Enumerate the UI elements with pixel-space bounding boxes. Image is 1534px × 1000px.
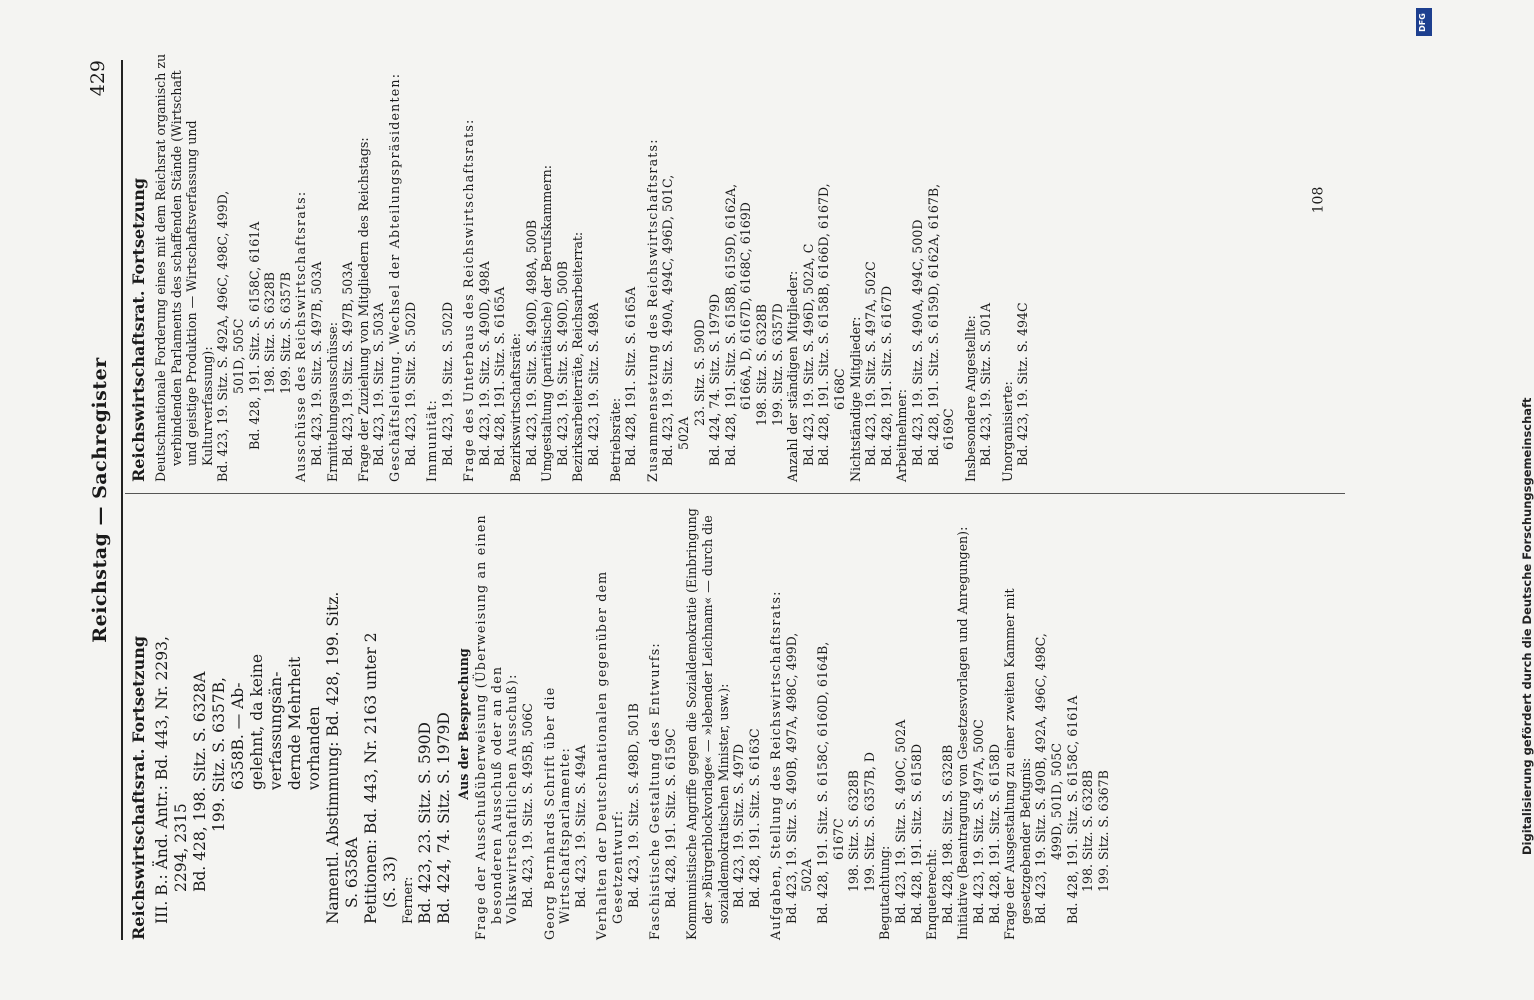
entry-heading: Reichswirtschaftsrat. Fortsetzung (129, 635, 148, 940)
index-line: Bd. 428, 191. Sitz. S. 6158C, 6160D, 6164B, (815, 641, 831, 924)
page-header (85, 60, 119, 940)
index-line: 198. Sitz. S. 6328B (846, 770, 862, 892)
index-line: Bd. 428, 191. Sitz. S. 6158D (986, 743, 1002, 924)
index-line: Bd. 423, 19. Sitz. S. 494C (1015, 302, 1031, 466)
index-line: Bd. 424, 74. Sitz. S. 1979D (707, 293, 723, 466)
index-line: Initiative (Beantragung von Gesetzesvorlagen und Anregungen): (955, 526, 971, 940)
index-line: Bd. 423, 19. Sitz. S. 490B, 497A, 498C, 499D, (783, 632, 799, 924)
index-line: Bd. 423, 19. Sitz. S. 496D, 502A, C (800, 243, 816, 466)
index-line: III. B.: Änd. Antr.: Bd. 443, Nr. 2293, (153, 636, 171, 924)
index-line: Enqueterecht: (924, 848, 940, 940)
index-line: 198. Sitz. S. 6328B (753, 304, 769, 426)
index-line: 502A (676, 416, 691, 450)
index-line: Bezirkswirtschaftsräte: (508, 333, 524, 482)
index-line: Arbeitnehmer: (894, 388, 910, 482)
index-line: Bd. 428, 191. Sitz. S. 6159D, 6162A, 6167B, (925, 183, 941, 466)
index-line: Bd. 423, 19. Sitz. S. 490D, 498A (476, 261, 492, 466)
index-line: Insbesondere Angestellte: (962, 315, 978, 482)
index-line: S. 6358A (343, 837, 361, 908)
index-line: Bd. 423, 19. Sitz. S. 502D (439, 301, 455, 466)
index-line: 198. Sitz. S. 6328B (1080, 770, 1096, 892)
entry-heading: Reichswirtschaftsrat. Fortsetzung (129, 177, 148, 482)
index-line: Bd. 428, 191. Sitz. S. 6158D (908, 743, 924, 924)
index-line: (S. 33) (381, 856, 399, 908)
index-line: Frage des Unterbaus des Reichswirtschaftsrats: (461, 118, 477, 482)
index-line: Bd. 428, 191. Sitz. S. 6165A (623, 286, 639, 466)
index-line: 23. Sitz. S. 590D (691, 319, 707, 426)
index-line: Bd. 428, 191. Sitz. S. 6165A (492, 286, 508, 466)
index-line: 502A (799, 858, 815, 892)
index-line: 199. Sitz. S. 6357D (769, 303, 785, 426)
index-line: Faschistische Gestaltung des Entwurfs: (647, 642, 663, 940)
index-line: Bd. 423, 19. Sitz. S. 490B, 492A, 496C, 498C, (1033, 633, 1049, 924)
index-line: Bd. 423, 19. Sitz. S. 497A, 500C (971, 719, 986, 924)
index-line: 199. Sitz. S. 6357B, (210, 677, 228, 832)
index-line: Bd. 423, 19. Sitz. S. 490D, 500B (554, 261, 570, 466)
index-line: 6167C (830, 818, 846, 860)
index-line: Namentl. Abstimmung: Bd. 428, 199. Sitz. (324, 591, 342, 924)
index-line: 6358B. — Ab- (229, 682, 247, 790)
index-line: Bezirksarbeiterräte, Reichsarbeiterrat: (570, 231, 586, 482)
page-number: 429 (87, 60, 109, 97)
index-line: Frage der Ausschußüberweisung (Überweisung an einen besonderen Ausschuß oder an den Volkswirtschaftlichen Ausschuß): (473, 514, 520, 940)
column-separator (125, 493, 1345, 494)
index-line: Bd. 423, 19. Sitz. S. 497B, 503A (308, 261, 324, 466)
index-line: Immunität: (424, 399, 440, 482)
index-line: Verhalten der Deutschnationalen gegenüber dem Gesetzentwurf: (594, 570, 625, 940)
index-line: Bd. 423, 19. Sitz. S. 502D (402, 301, 418, 466)
index-line: 499D, 501D, 505C (1048, 742, 1064, 860)
index-line: Deutschnationale Forderung eines mit dem Reichsrat organisch zu verbindenden Parlaments des schaffenden Stände (Wirtschaft und geistige Produktion — Wirtschaftsverfassung und Kulturverfassung): (153, 53, 215, 482)
index-line: Bd. 423, 19. Sitz. S. 501A (978, 302, 994, 466)
index-line: Betriebsräte: (607, 397, 623, 482)
index-line: Bd. 423, 19. Sitz. S. 498A (586, 302, 602, 466)
index-line: Ausschüsse des Reichswirtschaftsrats: (293, 190, 309, 482)
index-line: Umgestaltung (paritätische) der Berufskammern: (539, 164, 555, 482)
right-column (129, 50, 1031, 482)
index-line: vorhanden (305, 706, 323, 790)
index-line: Bd. 428, 191. Sitz. S. 6158C, 6161A (1064, 695, 1080, 924)
index-line: 6168C (831, 368, 847, 410)
index-line: 2294, 2315 (172, 803, 190, 892)
index-line: Bd. 428, 191. Sitz. S. 6163C (746, 728, 762, 908)
index-line: Georg Bernhards Schrift über die Wirtschaftsparlamente: (541, 686, 573, 940)
dfg-logo-icon: DFG (1416, 8, 1432, 36)
index-line: 199. Sitz. S. 6367B (1095, 770, 1111, 892)
watermark-text: Digitalisierung gefördert durch die Deutsche Forschungsgemeinschaft (1520, 397, 1534, 855)
left-column (129, 508, 1111, 940)
index-line: Bd. 428, 191. Sitz. S. 6158B, 6166D, 6167D, (816, 183, 832, 466)
folio-number: 108 (1310, 186, 1327, 214)
index-line: Bd. 423, 19. Sitz. S. 492A, 496C, 498C, 499D, (215, 190, 231, 482)
index-line: Frage der Ausgestaltung zu einer zweiten Kammer mit gesetzgebender Befugnis: (1002, 588, 1033, 940)
index-line: Geschäftsleitung. Wechsel der Abteilungspräsidenten: (386, 72, 402, 482)
rotated-book-page (85, 53, 1355, 940)
index-line: Kommunistische Angriffe gegen die Sozialdemokratie (Einbringung der »Bürgerblockvorlage« — »lebender Leichnam« — durch die sozialdemokratischen Minister, usw.): (684, 508, 731, 940)
running-title: Reichstag — Sachregister (89, 357, 111, 643)
index-line: dernde Mehrheit (286, 656, 304, 790)
index-line: Bd. 423, 23. Sitz. S. 590D (415, 722, 434, 924)
index-line: 199. Sitz. S. 6357B, D (861, 752, 877, 892)
index-line: Zusammensetzung des Reichswirtschaftsrats: (644, 138, 660, 482)
index-line: Petitionen: Bd. 443, Nr. 2163 unter 2 (362, 632, 380, 924)
index-line: 6169C (941, 408, 957, 450)
index-line: Bd. 423, 19. Sitz. S. 497D (731, 743, 747, 908)
index-line: Bd. 423, 19. Sitz. S. 490A, 494C, 496D, 501C, (660, 174, 676, 466)
index-line: 198. Sitz. S. 6328B (262, 272, 278, 394)
index-line: Nichtständige Mitglieder: (847, 316, 863, 482)
index-line: verfassungsän- (267, 671, 285, 790)
index-line: Bd. 428, 198. Sitz. S. 6328B (939, 744, 955, 924)
index-line: Bd. 423, 19. Sitz. S. 497A, 502C (863, 261, 879, 466)
index-line: 6166A, D, 6167D, 6168C, 6169D (738, 202, 754, 410)
index-line: Bd. 428, 191. Sitz. S. 6167D (878, 285, 894, 466)
index-line: Bd. 423, 19. Sitz. S. 497B, 503A (340, 261, 356, 466)
index-line: Bd. 423, 19. Sitz. S. 490D, 498A, 500B (523, 219, 539, 466)
index-line: 199. Sitz. S. 6357B (277, 272, 293, 394)
index-line: Bd. 424, 74. Sitz. S. 1979D (434, 712, 453, 924)
index-line: Ferner: (400, 876, 415, 924)
index-line: Bd. 428, 191. Sitz. S. 6158C, 6161A (246, 221, 262, 450)
index-line: Frage der Zuziehung von Mitgliedern des Reichstags: (355, 137, 371, 482)
index-line: Bd. 428, 191. Sitz. S. 6159C (662, 728, 678, 908)
index-line: Bd. 423, 19. Sitz. S. 490A, 494C, 500D (909, 219, 925, 466)
index-line: Bd. 423, 19. Sitz. S. 490C, 502A (893, 719, 909, 924)
index-line: Bd. 423, 19. Sitz. S. 495B, 506C (519, 703, 535, 908)
index-line: Begutachtung: (877, 845, 893, 940)
index-line: Aufgaben, Stellung des Reichswirtschaftsrats: (768, 590, 784, 940)
dfg-watermark (1415, 8, 1534, 855)
index-line: Bd. 423, 19. Sitz. S. 503A (371, 302, 387, 466)
index-line: Unorganisierte: (999, 381, 1015, 482)
index-line: Anzahl der ständigen Mitglieder: (785, 270, 801, 482)
index-line: 501D, 505C (230, 318, 246, 394)
index-line: Bd. 423, 19. Sitz. S. 498D, 501B (625, 703, 641, 908)
index-line: Bd. 428, 198. Sitz. S. 6328A (191, 671, 209, 892)
index-line: gelehnt, da keine (248, 653, 266, 790)
index-line: Bd. 423, 19. Sitz. S. 494A (572, 744, 588, 908)
index-line: Ermittelungsausschüsse: (324, 322, 340, 482)
section-heading: Aus der Besprechung (455, 648, 471, 800)
index-line: Bd. 428, 191. Sitz. S. 6158B, 6159D, 6162A, (722, 183, 738, 466)
header-rule (121, 60, 123, 940)
